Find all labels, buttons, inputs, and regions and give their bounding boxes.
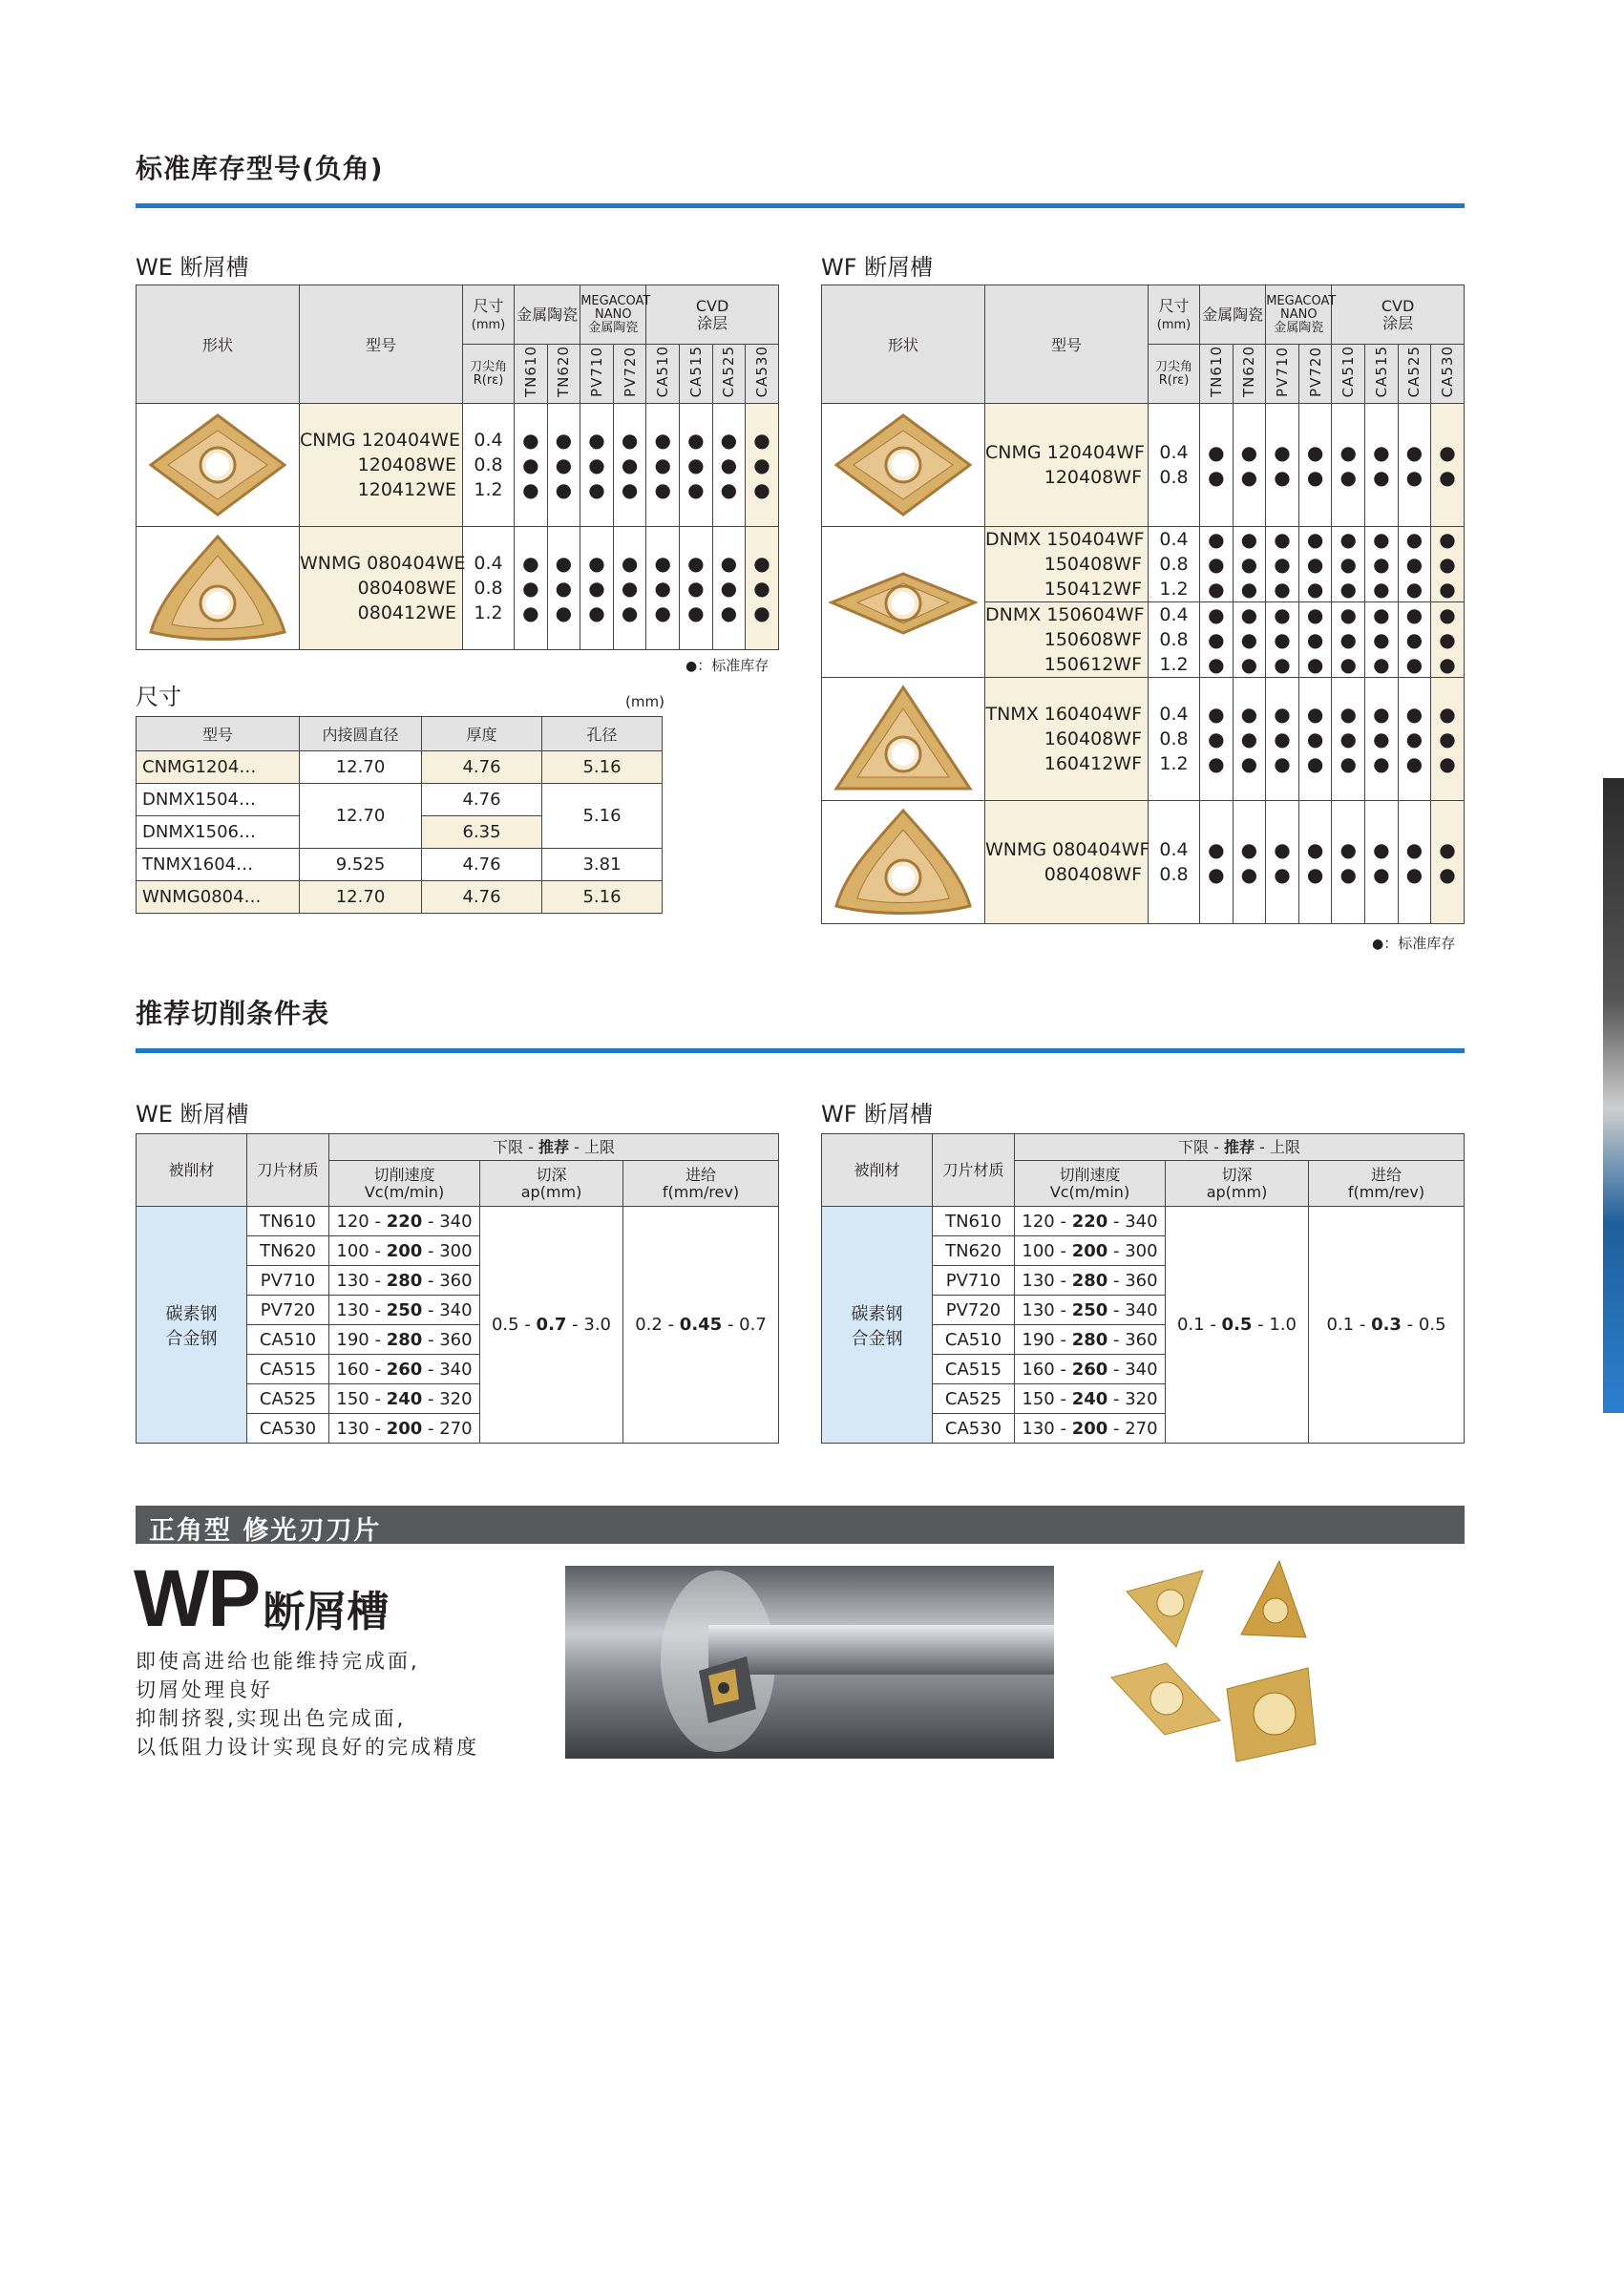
wf-legend: ●：标准库存: [1372, 935, 1456, 952]
table-row: CA525 150 - 240 - 320: [137, 1384, 779, 1414]
table-row: TN620 100 - 200 - 300: [822, 1236, 1465, 1266]
nose-radius: 0.4 0.8: [1149, 801, 1200, 924]
nose-radius: 0.4 0.8: [1149, 404, 1200, 527]
stock-dot: ● ● ●: [547, 527, 580, 650]
nose-radius: 0.4 0.8 1.2: [463, 404, 515, 527]
stock-dot: ● ● ●: [1266, 678, 1299, 801]
wp-inserts-photo: [1098, 1553, 1337, 1778]
table-row: [137, 404, 779, 527]
stock-dot: ● ● ●: [580, 404, 614, 527]
model-list: WNMG 080404WF 080408WF: [985, 801, 1149, 924]
stock-dot: ● ● ●: [1365, 678, 1399, 801]
stock-dot: ● ●: [1431, 801, 1465, 924]
col-model: 型号: [985, 285, 1149, 404]
model-list: DNMX 150604WF 150608WF 150612WF: [985, 602, 1149, 678]
dim-unit: (mm): [625, 693, 664, 710]
stock-dot: ● ● ●: [1233, 602, 1266, 678]
stock-dot: ● ● ●: [680, 404, 713, 527]
table-row: CA525 150 - 240 - 320: [822, 1384, 1465, 1414]
stock-dot: ● ● ●: [1431, 678, 1465, 801]
table-row: DNMX1504… 12.70 4.76 5.16: [137, 784, 663, 816]
grade-header: CA510: [646, 345, 680, 404]
wf-stock-table: [821, 285, 1465, 924]
col-shape: 形状: [137, 285, 300, 404]
model-list: CNMG 120404WE 120408WE 120412WE: [300, 404, 463, 527]
stock-dot: ● ● ●: [1332, 678, 1365, 801]
model-list: CNMG 120404WF 120408WF: [985, 404, 1149, 527]
stock-dot: ● ●: [1398, 801, 1431, 924]
col-cermet: 金属陶瓷: [1200, 285, 1266, 345]
section-title-cutting: 推荐切削条件表: [136, 998, 330, 1029]
work-material: 碳素钢 合金钢: [137, 1207, 247, 1444]
col-megacoat: MEGACOAT NANO 金属陶瓷: [1266, 285, 1332, 345]
wp-title: WP断屑槽: [134, 1553, 390, 1643]
stock-dot: ● ● ●: [1233, 527, 1266, 602]
stock-dot: ● ● ●: [1398, 602, 1431, 678]
we-legend: ●：标准库存: [685, 657, 770, 674]
grade-header: CA530: [1431, 345, 1465, 404]
page-side-tab: [1603, 778, 1624, 1413]
table-row: CNMG1204… 12.70 4.76 5.16: [137, 751, 663, 784]
table-row: CA530 130 - 200 - 270: [137, 1414, 779, 1444]
dnmx-insert-icon: [827, 545, 980, 660]
stock-dot: ● ● ●: [1200, 602, 1234, 678]
nose-radius: 0.4 0.8 1.2: [1149, 678, 1200, 801]
stock-dot: ● ● ●: [1233, 678, 1266, 801]
stock-dot: ● ● ●: [1266, 527, 1299, 602]
stock-dot: ● ●: [1233, 404, 1266, 527]
stock-dot: ● ● ●: [515, 404, 548, 527]
stock-dot: ● ●: [1298, 404, 1332, 527]
table-row: CA530 130 - 200 - 270: [822, 1414, 1465, 1444]
grade-header: CA515: [680, 345, 713, 404]
stock-dot: ● ●: [1266, 404, 1299, 527]
stock-dot: ● ● ●: [1298, 527, 1332, 602]
stock-dot: ● ● ●: [1200, 678, 1234, 801]
wf-cut-title: WF 断屑槽: [821, 1101, 934, 1128]
stock-dot: ● ●: [1431, 404, 1465, 527]
feed: 0.1 - 0.3 - 0.5: [1309, 1207, 1465, 1444]
dim-col-ic: 内接圆直径: [300, 717, 422, 751]
col-cvd: CVD 涂层: [646, 285, 778, 345]
table-row: CA515 160 - 260 - 340: [822, 1355, 1465, 1384]
grade-header: PV720: [613, 345, 646, 404]
col-cvd: CVD 涂层: [1332, 285, 1464, 345]
work-material: 碳素钢 合金钢: [822, 1207, 933, 1444]
table-row: 碳素钢 合金钢 TN610 120 - 220 - 340 0.1 - 0.5 - 1.0 0.1 - 0.3 - 0.5: [822, 1207, 1465, 1236]
wnmg-insert-icon: [141, 531, 294, 645]
table-row: CA510 190 - 280 - 360: [137, 1325, 779, 1355]
wf-cutting-table: 被削材 刀片材质 下限 - 推荐 - 上限 切削速度 Vc(m/min) 切深 ap(mm) 进给 f(mm/rev) 碳素钢 合金钢 TN610 120 - 220 - 340 0.1 - 0.5 - 1.0 0.1 - 0.3 - 0.5 TN620 100 - 200 - 300 PV710 130 - 280 - 360 PV720 130 - 250 - 340 CA510 190 - 280 - 360 CA515 160 - 260 - 340 CA525 150 - 240 - 320 CA530 130 - 200 - 270: [821, 1133, 1465, 1444]
feed: 0.2 - 0.45 - 0.7: [623, 1207, 779, 1444]
stock-dot: ● ●: [1200, 801, 1234, 924]
grade-header: CA510: [1332, 345, 1365, 404]
grade-header: PV710: [1266, 345, 1299, 404]
stock-dot: ● ●: [1365, 404, 1399, 527]
model-list: TNMX 160404WF 160408WF 160412WF: [985, 678, 1149, 801]
we-stock-table: [136, 285, 779, 650]
we-cut-title: WE 断屑槽: [136, 1101, 249, 1128]
stock-dot: ● ● ●: [1365, 602, 1399, 678]
table-row: [822, 527, 1465, 602]
dim-col-model: 型号: [137, 717, 300, 751]
stock-dot: ● ●: [1332, 404, 1365, 527]
wp-banner: 正角型 修光刃刀片: [136, 1506, 1465, 1544]
stock-dot: ● ● ●: [1431, 527, 1465, 602]
nose-radius: 0.4 0.8 1.2: [1149, 602, 1200, 678]
col-nose: 刀尖角 R(rε): [463, 345, 515, 404]
stock-dot: ● ● ●: [646, 527, 680, 650]
stock-dot: ● ●: [1398, 404, 1431, 527]
stock-dot: ● ● ●: [1398, 678, 1431, 801]
section-rule: [136, 203, 1465, 208]
table-row: CA510 190 - 280 - 360: [822, 1325, 1465, 1355]
table-row: 碳素钢 合金钢 TN610 120 - 220 - 340 0.5 - 0.7 - 3.0 0.2 - 0.45 - 0.7: [137, 1207, 779, 1236]
we-stock-title: WE 断屑槽: [136, 254, 249, 281]
wp-description: 即使高进给也能维持完成面, 切屑处理良好 抑制挤裂,实现出色完成面, 以低阻力设计实现良好的完成精度: [136, 1650, 479, 1759]
stock-dot: ● ●: [1332, 801, 1365, 924]
col-size: 尺寸 (mm): [1149, 285, 1200, 345]
stock-dot: ● ● ●: [712, 404, 746, 527]
grade-header: PV720: [1298, 345, 1332, 404]
table-row: WNMG0804… 12.70 4.76 5.16: [137, 881, 663, 914]
stock-dot: ● ● ●: [1266, 602, 1299, 678]
grade-header: TN610: [515, 345, 548, 404]
tnmx-insert-icon: [827, 682, 980, 796]
table-row: CA515 160 - 260 - 340: [137, 1355, 779, 1384]
table-row: [822, 678, 1465, 801]
dim-col-thickness: 厚度: [422, 717, 542, 751]
cnmg-insert-icon: [141, 408, 294, 522]
table-row: [822, 404, 1465, 527]
we-cutting-table: 被削材 刀片材质 下限 - 推荐 - 上限 切削速度 Vc(m/min) 切深 ap(mm) 进给 f(mm/rev) 碳素钢 合金钢 TN610 120 - 220 - 340 0.5 - 0.7 - 3.0 0.2 - 0.45 - 0.7 TN620 100 - 200 - 300 PV710 130 - 280 - 360 PV720 130 - 250 - 340 CA510 190 - 280 - 360 CA515 160 - 260 - 340 CA525 150 - 240 - 320 CA530 130 - 200 - 270: [136, 1133, 779, 1444]
stock-dot: ● ● ●: [1431, 602, 1465, 678]
table-row: TNMX1604… 9.525 4.76 3.81: [137, 849, 663, 881]
table-row: PV710 130 - 280 - 360: [822, 1266, 1465, 1296]
stock-dot: ● ● ●: [1365, 527, 1399, 602]
stock-dot: ● ● ●: [1298, 678, 1332, 801]
col-shape: 形状: [822, 285, 985, 404]
stock-dot: ● ● ●: [746, 404, 779, 527]
table-row: [822, 801, 1465, 924]
grade-header: PV710: [580, 345, 614, 404]
grade-header: TN620: [1233, 345, 1266, 404]
nose-radius: 0.4 0.8 1.2: [463, 527, 515, 650]
cnmg-insert-icon: [827, 408, 980, 522]
stock-dot: ● ●: [1233, 801, 1266, 924]
stock-dot: ● ●: [1298, 801, 1332, 924]
grade-header: TN620: [547, 345, 580, 404]
grade-header: CA530: [746, 345, 779, 404]
stock-dot: ● ● ●: [1398, 527, 1431, 602]
col-cermet: 金属陶瓷: [515, 285, 580, 345]
wf-stock-title: WF 断屑槽: [821, 254, 934, 281]
stock-dot: ● ● ●: [1298, 602, 1332, 678]
stock-dot: ● ● ●: [646, 404, 680, 527]
boring-bar-photo: [565, 1566, 1054, 1759]
model-list: WNMG 080404WE 080408WE 080412WE: [300, 527, 463, 650]
table-row: TN620 100 - 200 - 300: [137, 1236, 779, 1266]
grade-header: CA525: [712, 345, 746, 404]
depth-of-cut: 0.1 - 0.5 - 1.0: [1166, 1207, 1309, 1444]
dimension-table: [136, 716, 663, 914]
stock-dot: ● ● ●: [580, 527, 614, 650]
col-size: 尺寸 (mm): [463, 285, 515, 345]
stock-dot: ● ● ●: [547, 404, 580, 527]
stock-dot: ● ● ●: [613, 527, 646, 650]
col-megacoat: MEGACOAT NANO 金属陶瓷: [580, 285, 646, 345]
grade-header: CA525: [1398, 345, 1431, 404]
grade-header: CA515: [1365, 345, 1399, 404]
wnmg-insert-icon: [827, 805, 980, 919]
dim-col-hole: 孔径: [542, 717, 663, 751]
stock-dot: ● ● ●: [613, 404, 646, 527]
stock-dot: ● ● ●: [680, 527, 713, 650]
stock-dot: ● ●: [1266, 801, 1299, 924]
stock-dot: ● ● ●: [1200, 527, 1234, 602]
depth-of-cut: 0.5 - 0.7 - 3.0: [480, 1207, 623, 1444]
section-title-stock: 标准库存型号(负角): [136, 153, 384, 184]
stock-dot: ● ● ●: [1332, 602, 1365, 678]
table-row: PV720 130 - 250 - 340: [137, 1296, 779, 1325]
table-row: DNMX1506… 6.35: [137, 816, 663, 849]
stock-dot: ● ●: [1365, 801, 1399, 924]
stock-dot: ● ● ●: [746, 527, 779, 650]
table-row: PV710 130 - 280 - 360: [137, 1266, 779, 1296]
stock-dot: ● ● ●: [1332, 527, 1365, 602]
col-nose: 刀尖角 R(rε): [1149, 345, 1200, 404]
stock-dot: ● ● ●: [515, 527, 548, 650]
model-list: DNMX 150404WF 150408WF 150412WF: [985, 527, 1149, 602]
nose-radius: 0.4 0.8 1.2: [1149, 527, 1200, 602]
table-row: [137, 527, 779, 650]
grade-header: TN610: [1200, 345, 1234, 404]
col-model: 型号: [300, 285, 463, 404]
section-rule: [136, 1048, 1465, 1053]
stock-dot: ● ● ●: [712, 527, 746, 650]
stock-dot: ● ●: [1200, 404, 1234, 527]
dim-title: 尺寸: [136, 684, 181, 710]
table-row: PV720 130 - 250 - 340: [822, 1296, 1465, 1325]
